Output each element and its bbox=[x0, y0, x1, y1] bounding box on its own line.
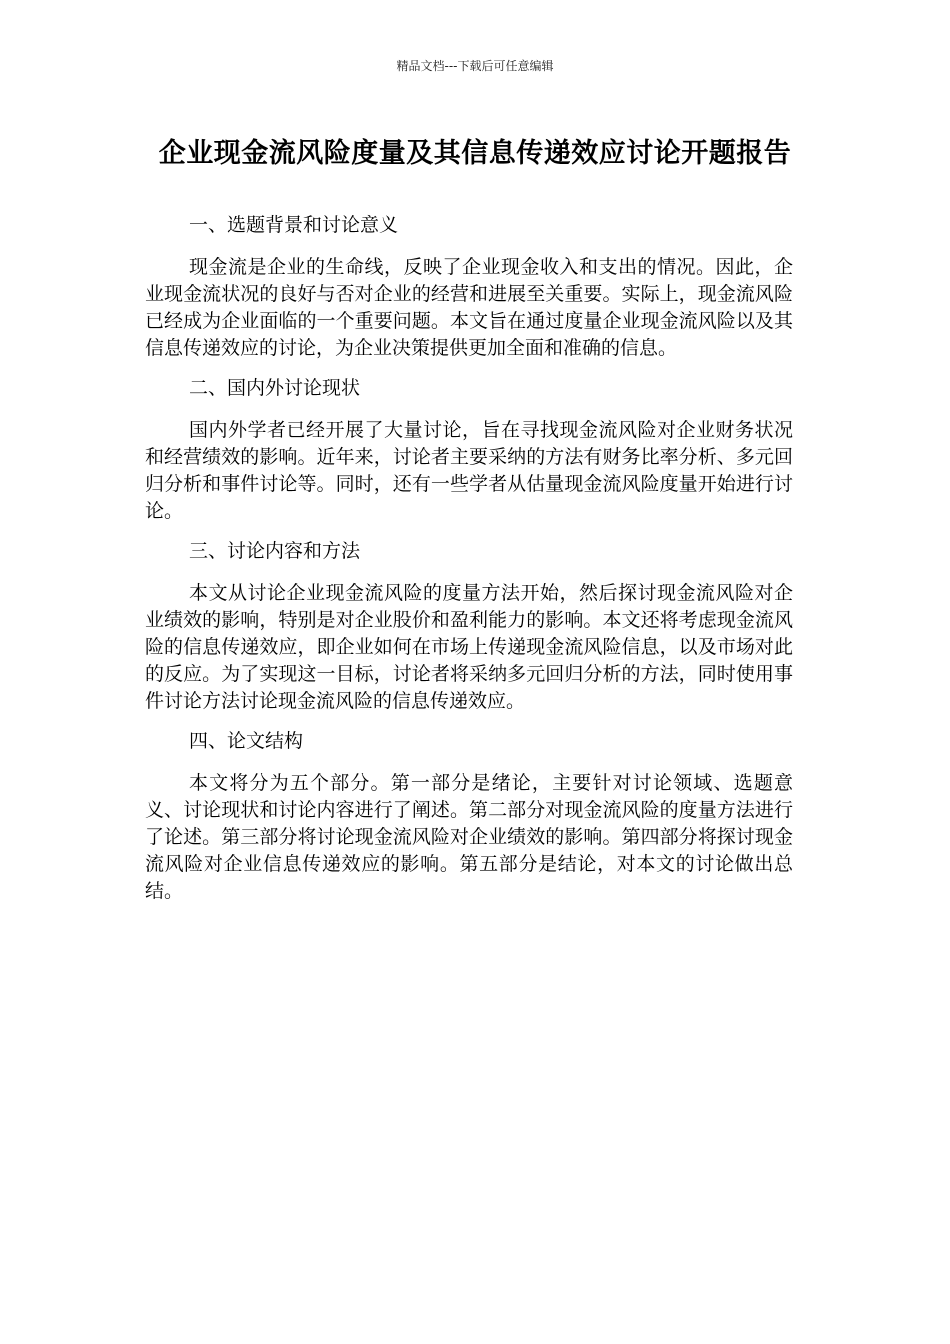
section-paragraph-background: 现金流是企业的生命线，反映了企业现金收入和支出的情况。因此，企业现金流状况的良好与否对企业的经营和进展至关重要。实际上，现金流风险已经成为企业面临的一个重要问题。本文旨在通过度量企业现金流风险以及其信息传递效应的讨论，为企业决策提供更加全面和准确的信息。 bbox=[145, 256, 793, 359]
page-header: 精品文档---下载后可任意编辑 bbox=[396, 59, 554, 73]
section-paragraph-research-status: 国内外学者已经开展了大量讨论，旨在寻找现金流风险对企业财务状况和经营绩效的影响。近年来，讨论者主要采纳的方法有财务比率分析、多元回归分析和事件讨论等。同时，还有一些学者从估量现金流风险度量开始进行讨论。 bbox=[145, 419, 793, 522]
section-heading-background: 一、选题背景和讨论意义 bbox=[189, 214, 399, 236]
section-heading-content-methods: 三、讨论内容和方法 bbox=[189, 540, 361, 562]
section-heading-structure: 四、论文结构 bbox=[189, 730, 304, 752]
document-title: 企业现金流风险度量及其信息传递效应讨论开题报告 bbox=[158, 138, 792, 169]
section-heading-research-status: 二、国内外讨论现状 bbox=[189, 377, 361, 399]
section-paragraph-content-methods: 本文从讨论企业现金流风险的度量方法开始，然后探讨现金流风险对企业绩效的影响，特别是对企业股价和盈利能力的影响。本文还将考虑现金流风险的信息传递效应，即企业如何在市场上传递现金流风险信息，以及市场对此的反应。为了实现这一目标，讨论者将采纳多元回归分析的方法，同时使用事件讨论方法讨论现金流风险的信息传递效应。 bbox=[145, 582, 793, 712]
document-body bbox=[145, 212, 793, 918]
section-paragraph-structure: 本文将分为五个部分。第一部分是绪论，主要针对讨论领域、选题意义、讨论现状和讨论内容进行了阐述。第二部分对现金流风险的度量方法进行了论述。第三部分将讨论现金流风险对企业绩效的影响。第四部分将探讨现金流风险对企业信息传递效应的影响。第五部分是结论，对本文的讨论做出总结。 bbox=[145, 772, 793, 902]
